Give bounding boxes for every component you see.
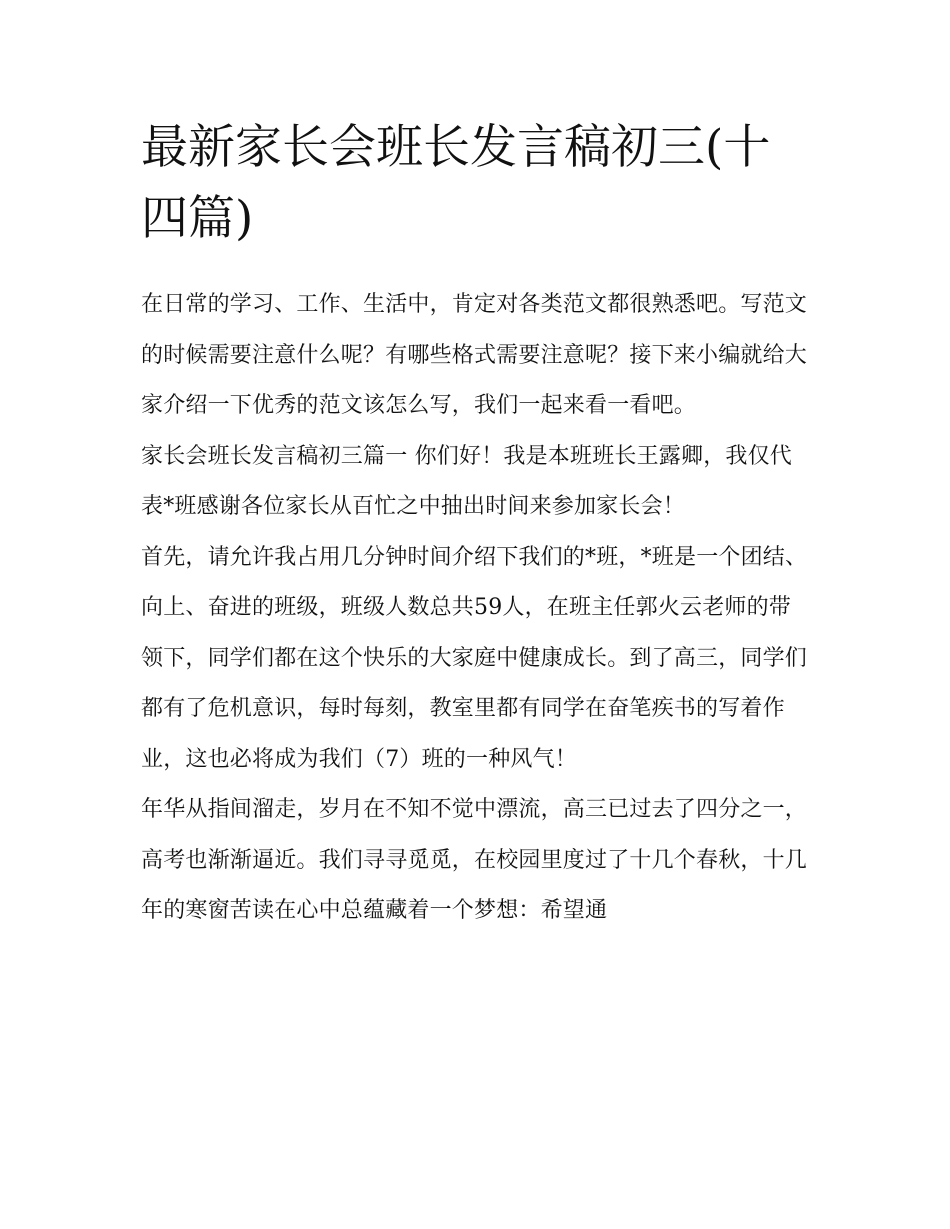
- document-title: 最新家长会班长发言稿初三(十四篇): [141, 120, 771, 246]
- paragraph-class-intro: 首先，请允许我占用几分钟时间介绍下我们的*班，*班是一个团结、向上、奋进的班级，班级人数总共59人，在班主任郭火云老师的带领下，同学们都在这个快乐的大家庭中健康成长。到了高三，同学们都有了危机意识，每时每刻，教室里都有同学在奋笔疾书的写着作业，这也必将成为我们（7）班的一种风气！: [141, 544, 808, 772]
- paragraph-time-passing: 年华从指间溜走，岁月在不知不觉中漂流，高三已过去了四分之一，高考也渐渐逼近。我们寻寻觅觅，在校园里度过了十几个春秋，十几年的寒窗苦读在心中总蕴藏着一个梦想：希望通: [141, 797, 808, 923]
- paragraph-intro: 在日常的学习、工作、生活中，肯定对各类范文都很熟悉吧。写范文的时候需要注意什么呢？有哪些格式需要注意呢？接下来小编就给大家介绍一下优秀的范文该怎么写，我们一起来看一看吧。: [141, 292, 808, 418]
- paragraph-greeting: 家长会班长发言稿初三篇一 你们好！我是本班班长王露卿，我仅代表*班感谢各位家长从百忙之中抽出时间来参加家长会！: [141, 443, 792, 519]
- document-page: [141, 112, 811, 937]
- document-body: [141, 280, 811, 937]
